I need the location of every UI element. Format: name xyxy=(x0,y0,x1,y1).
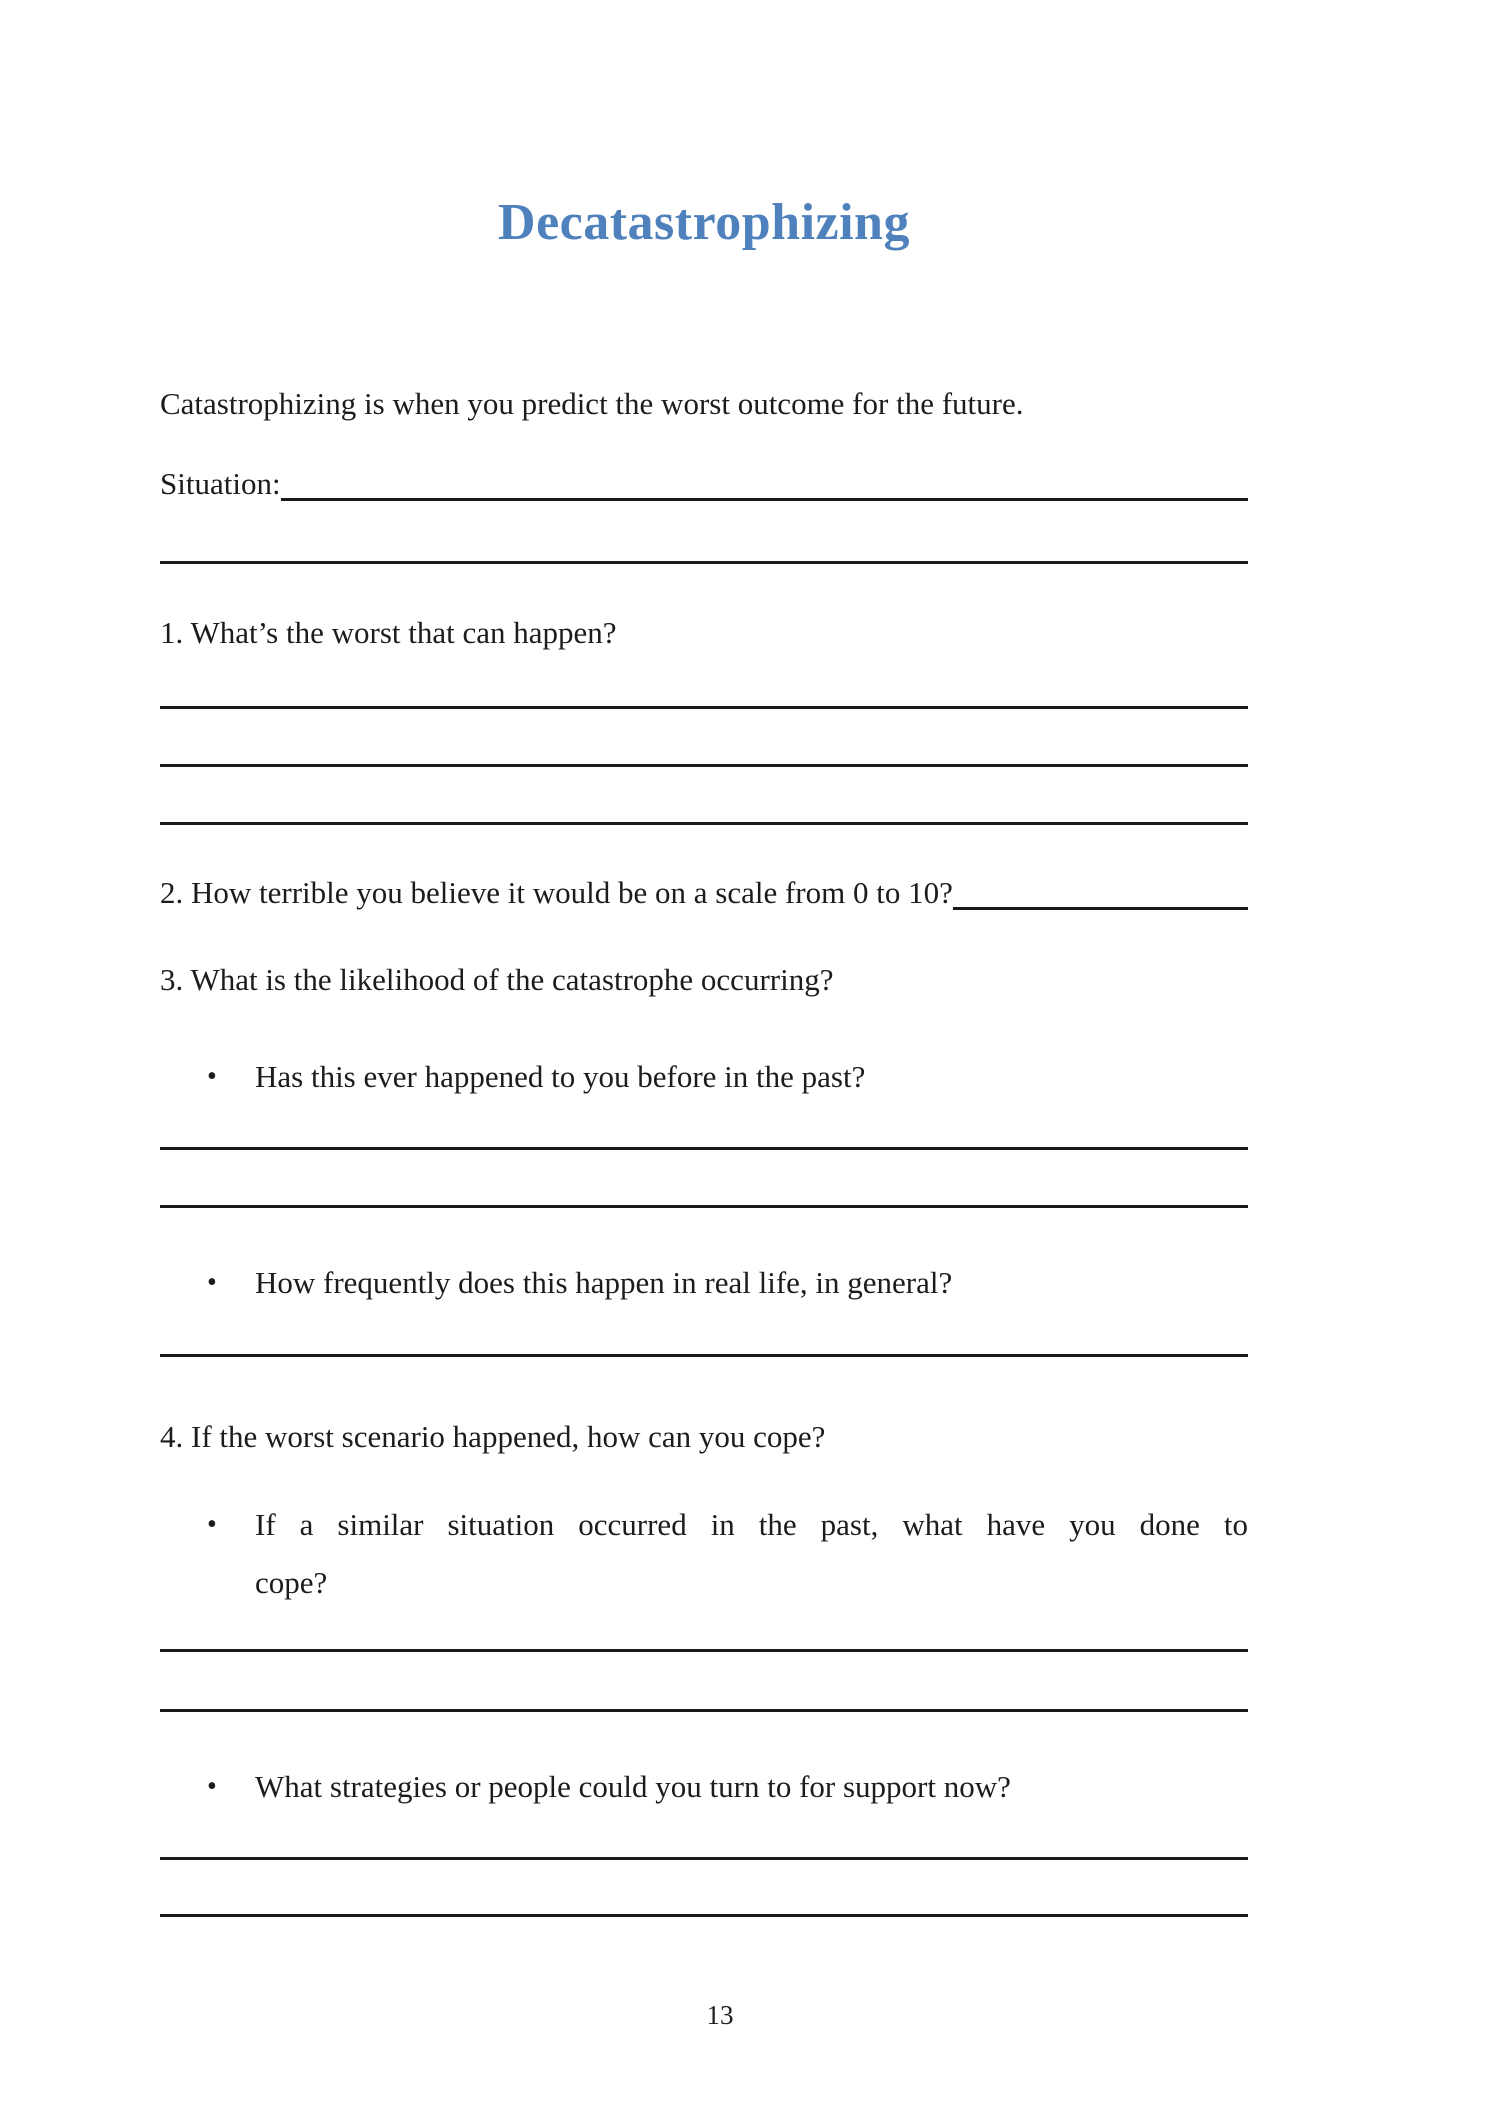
intro-text: Catastrophizing is when you predict the worst outcome for the future. xyxy=(160,386,1024,421)
bullet-item xyxy=(160,1766,1248,1808)
write-line xyxy=(160,706,1248,709)
bullet-text xyxy=(255,1496,1248,1612)
write-line xyxy=(160,1205,1248,1208)
write-line xyxy=(160,822,1248,825)
bullet-item xyxy=(160,1496,1248,1612)
question-2: 2. How terrible you believe it would be on a scale from 0 to 10? xyxy=(160,875,953,910)
bullet-icon: • xyxy=(207,1267,217,1298)
bullet-text: What strategies or people could you turn to for support now? xyxy=(255,1769,1011,1804)
situation-row xyxy=(160,463,1248,505)
bullet-text-line: cope? xyxy=(255,1565,328,1600)
page-title: Decatastrophizing xyxy=(498,194,910,251)
write-line xyxy=(160,1147,1248,1150)
question-1: 1. What’s the worst that can happen? xyxy=(160,615,617,650)
question-3: 3. What is the likelihood of the catastrophe occurring? xyxy=(160,962,834,997)
write-line xyxy=(160,561,1248,564)
bullet-icon: • xyxy=(207,1061,217,1092)
bullet-text: Has this ever happened to you before in the past? xyxy=(255,1059,866,1094)
bullet-text-line: If a similar situation occurred in the past, what have you done to xyxy=(255,1507,1248,1542)
page-number: 13 xyxy=(706,2000,734,2030)
write-line xyxy=(160,1914,1248,1917)
write-line xyxy=(160,1649,1248,1652)
write-line xyxy=(160,1857,1248,1860)
write-line xyxy=(160,1709,1248,1712)
rating-blank-line xyxy=(953,907,1248,910)
write-line xyxy=(160,764,1248,767)
question-2-row xyxy=(160,872,1248,914)
bullet-item xyxy=(160,1262,1248,1304)
bullet-icon: • xyxy=(207,1509,217,1540)
situation-label: Situation: xyxy=(160,466,281,501)
question-4: 4. If the worst scenario happened, how can you cope? xyxy=(160,1419,826,1454)
situation-blank-line xyxy=(281,498,1248,501)
bullet-item xyxy=(160,1056,1248,1098)
bullet-text: How frequently does this happen in real life, in general? xyxy=(255,1265,953,1300)
bullet-icon: • xyxy=(207,1771,217,1802)
write-line xyxy=(160,1354,1248,1357)
